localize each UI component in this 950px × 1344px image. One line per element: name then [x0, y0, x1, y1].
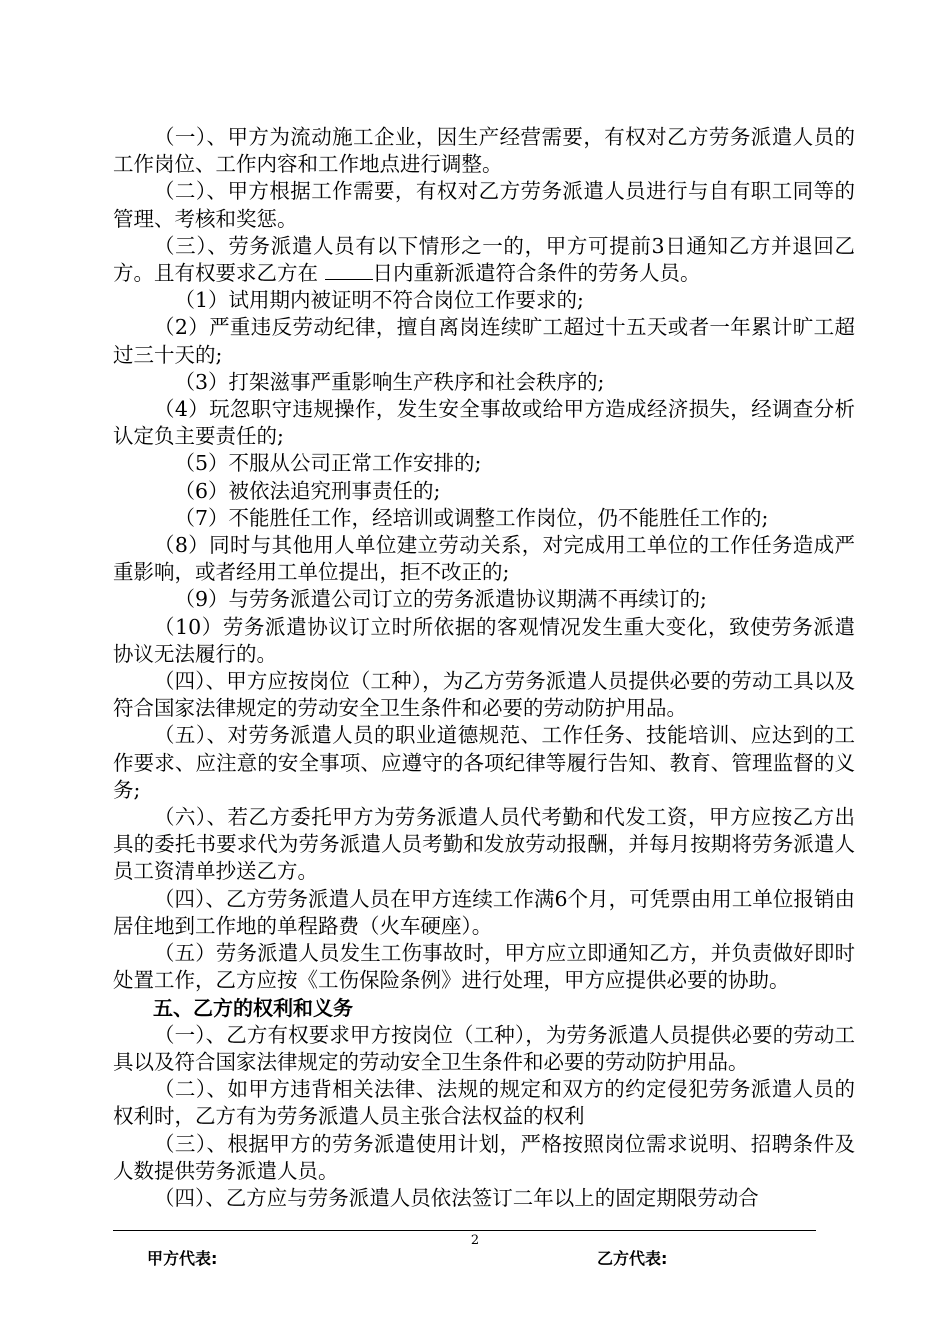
- document-body: [113, 124, 855, 1212]
- paragraph-text-before: （三）、劳务派遣人员有以下情形之一的，甲方可提前3日通知乙方并退回乙方。且有权要求乙方在: [113, 233, 855, 286]
- paragraph: （一）、甲方为流动施工企业，因生产经营需要，有权对乙方劳务派遣人员的工作岗位、工作内容和工作地点进行调整。: [113, 125, 855, 177]
- paragraph: （2）严重违反劳动纪律，擅自离岗连续旷工超过十五天或者一年累计旷工超过三十天的;: [113, 315, 855, 367]
- paragraph: [113, 233, 855, 287]
- party-a-signature-label: 甲方代表:: [147, 1249, 218, 1268]
- list-item: （6）被依法追究刑事责任的;: [174, 478, 441, 503]
- paragraph: （四）、乙方应与劳务派遣人员依法签订二年以上的固定期限劳动合: [154, 1185, 759, 1210]
- paragraph-text-after: 日内重新派遣符合条件的劳务人员。: [372, 261, 701, 286]
- paragraph: （四）、甲方应按岗位（工种），为乙方劳务派遣人员提供必要的劳动工具以及符合国家法律规定的劳动安全卫生条件和必要的劳动防护用品。: [113, 669, 855, 721]
- paragraph: （二）、甲方根据工作需要，有权对乙方劳务派遣人员进行与自有职工同等的管理、考核和奖惩。: [113, 179, 855, 231]
- list-item: （1）试用期内被证明不符合岗位工作要求的;: [174, 288, 584, 313]
- paragraph: （五）、对劳务派遣人员的职业道德规范、工作任务、技能培训、应达到的工作要求、应注意的安全事项、应遵守的各项纪律等履行告知、教育、管理监督的义务;: [113, 723, 855, 802]
- paragraph: （三）、根据甲方的劳务派遣使用计划，严格按照岗位需求说明、招聘条件及人数提供劳务派遣人员。: [113, 1131, 855, 1183]
- paragraph: （六）、若乙方委托甲方为劳务派遣人员代考勤和代发工资，甲方应按乙方出具的委托书要求代为劳务派遣人员考勤和发放劳动报酬，并每月按期将劳务派遣人员工资清单抄送乙方。: [113, 805, 855, 884]
- section-heading: 五、乙方的权利和义务: [153, 995, 353, 1020]
- list-item: （7）不能胜任工作，经培训或调整工作岗位，仍不能胜任工作的;: [174, 505, 769, 530]
- paragraph: （4）玩忽职守违规操作，发生安全事故或给甲方造成经济损失，经调查分析认定负主要责任的;: [113, 397, 855, 449]
- paragraph: （四）、乙方劳务派遣人员在甲方连续工作满6个月，可凭票由用工单位报销由居住地到工作地的单程路费（火车硬座）。: [113, 886, 855, 938]
- list-item: （9）与劳务派遣公司订立的劳务派遣协议期满不再续订的;: [174, 587, 707, 612]
- paragraph: （一）、乙方有权要求甲方按岗位（工种），为劳务派遣人员提供必要的劳动工具以及符合国家法律规定的劳动安全卫生条件和必要的劳动防护用品。: [113, 1022, 855, 1074]
- list-item: （3）打架滋事严重影响生产秩序和社会秩序的;: [174, 369, 605, 394]
- fill-in-blank[interactable]: [325, 261, 373, 280]
- paragraph: （二）、如甲方违背相关法律、法规的规定和双方的约定侵犯劳务派遣人员的权利时，乙方有为劳务派遣人员主张合法权益的权利: [113, 1077, 855, 1129]
- party-b-signature-label: 乙方代表:: [597, 1249, 668, 1268]
- paragraph: （五）劳务派遣人员发生工伤事故时，甲方应立即通知乙方，并负责做好即时处置工作，乙方应按《工伤保险条例》进行处理，甲方应提供必要的协助。: [113, 941, 855, 993]
- list-item: （5）不服从公司正常工作安排的;: [174, 451, 482, 476]
- paragraph: （8）同时与其他用人单位建立劳动关系，对完成用工单位的工作任务造成严重影响，或者经用工单位提出，拒不改正的;: [113, 533, 855, 585]
- paragraph: （10）劳务派遣协议订立时所依据的客观情况发生重大变化，致使劳务派遣协议无法履行的。: [113, 614, 855, 666]
- page-number: 2: [470, 1233, 480, 1248]
- footer-divider: [113, 1230, 816, 1231]
